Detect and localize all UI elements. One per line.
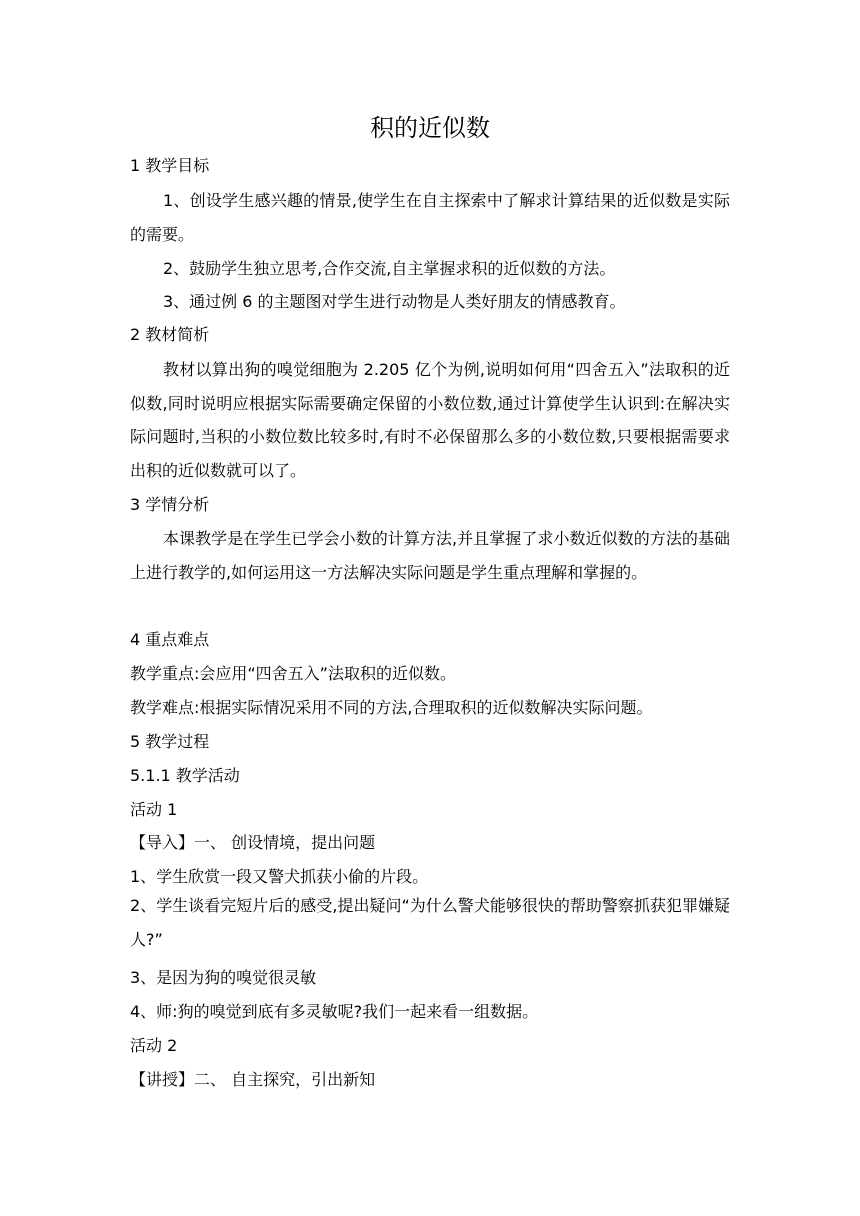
document-title: 积的近似数 [370, 114, 490, 142]
process-step-1: 1、学生欣赏一段又警犬抓获小偷的片段。 [130, 867, 429, 886]
process-step-3: 3、是因为狗的嗅觉很灵敏 [130, 968, 317, 987]
section-heading-student-analysis: 3 学情分析 [130, 495, 210, 514]
process-step-2: 2、学生谈看完短片后的感受,提出疑问“为什么警犬能够很快的帮助警察抓获犯罪嫌疑人?” [130, 896, 730, 949]
goal-item-1: 1、创设学生感兴趣的情景,使学生在自主探索中了解求计算结果的近似数是实际的需要。 [130, 191, 730, 244]
goal-item-2: 2、鼓励学生独立思考,合作交流,自主掌握求积的近似数的方法。 [163, 259, 616, 278]
section-heading-teaching-process: 5 教学过程 [130, 732, 210, 751]
material-analysis-paragraph: 教材以算出狗的嗅觉细胞为 2.205 亿个为例,说明如何用“四舍五入”法取积的近似数,同时说明应根据实际需要确定保留的小数位数,通过计算使学生认识到:在解决实际问题时,当积的小数位数比较多时,有时不必保留那么多的小数位数,只要根据需要求出积的近似数就可以了。 [130, 360, 730, 480]
lecture-heading: 【讲授】二、 自主探究，引出新知 [130, 1070, 376, 1089]
intro-heading: 【导入】一、 创设情境，提出问题 [130, 833, 376, 852]
difficult-point-text: 教学难点:根据实际情况采用不同的方法,合理取积的近似数解决实际问题。 [130, 698, 653, 717]
student-analysis-paragraph: 本课教学是在学生已学会小数的计算方法,并且掌握了求小数近似数的方法的基础上进行教学的,如何运用这一方法解决实际问题是学生重点理解和掌握的。 [130, 529, 730, 582]
activity-1-label: 活动 1 [130, 800, 178, 819]
activity-2-label: 活动 2 [130, 1036, 178, 1055]
key-point-text: 教学重点:会应用“四舍五入”法取积的近似数。 [130, 664, 456, 683]
section-heading-teaching-goals: 1 教学目标 [130, 156, 210, 175]
section-heading-material-analysis: 2 教材简析 [130, 325, 210, 344]
subsection-heading-activities: 5.1.1 教学活动 [130, 766, 240, 785]
goal-item-3: 3、通过例 6 的主题图对学生进行动物是人类好朋友的情感教育。 [163, 292, 626, 311]
process-step-4: 4、师:狗的嗅觉到底有多灵敏呢?我们一起来看一组数据。 [130, 1002, 539, 1021]
section-heading-key-points: 4 重点难点 [130, 630, 210, 649]
